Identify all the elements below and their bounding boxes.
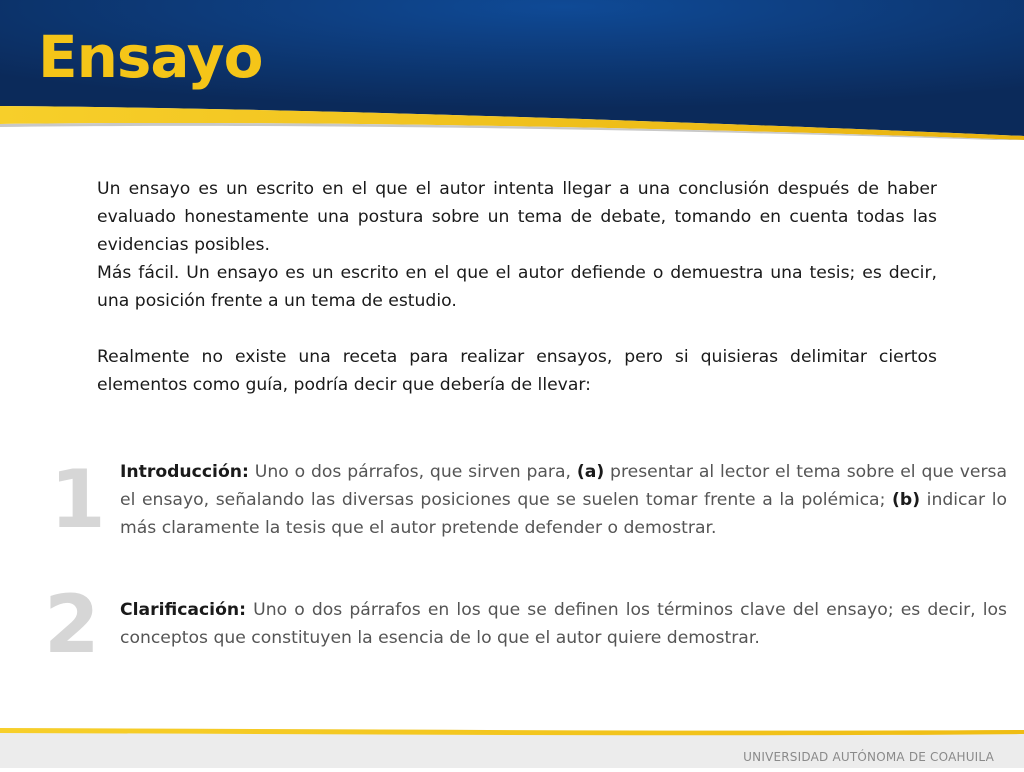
intro-paragraph-1: Un ensayo es un escrito en el que el autor intenta llegar a una conclusión después de haber evaluado honestamente una postura sobre un tema de debate, tomando en cuenta todas las evidencias posibles. (97, 179, 937, 255)
item-marker-b: (b) (892, 490, 921, 510)
footer-university-name: UNIVERSIDAD AUTÓNOMA DE COAHUILA (743, 750, 994, 764)
list-item-introduccion (120, 458, 1007, 542)
item-number-1: 1 (50, 453, 106, 546)
item-marker-a: (a) (576, 462, 605, 482)
item-text: Uno o dos párrafos, que sirven para, (248, 462, 577, 482)
item-number-2: 2 (44, 578, 100, 671)
intro-paragraph-3: Realmente no existe una receta para realizar ensayos, pero si quisieras delimitar ciertos elementos como guía, podría decir que debería de llevar: (97, 347, 937, 395)
intro-paragraph-2: Más fácil. Un ensayo es un escrito en el que el autor defiende o demuestra una tesis; es decir, una posición frente a un tema de estudio. (97, 263, 937, 311)
item-text: indicar lo más claramente la tesis que el autor pretende defender o demostrar. (120, 490, 1008, 538)
item-lead: Clarificación: (120, 600, 246, 620)
item-lead: Introducción: (120, 462, 249, 482)
intro-text (97, 175, 937, 399)
list-item-clarificacion (120, 596, 1007, 652)
item-text: Uno o dos párrafos en los que se definen los términos clave del ensayo; es decir, los conceptos que constituyen la esencia de lo que el autor quiere demostrar. (120, 600, 1007, 648)
item-text: presentar al lector el tema sobre el que versa el ensayo, señalando las diversas posiciones que se suelen tomar frente a la polémica; (120, 462, 1008, 510)
slide-title: Ensayo (38, 23, 263, 91)
